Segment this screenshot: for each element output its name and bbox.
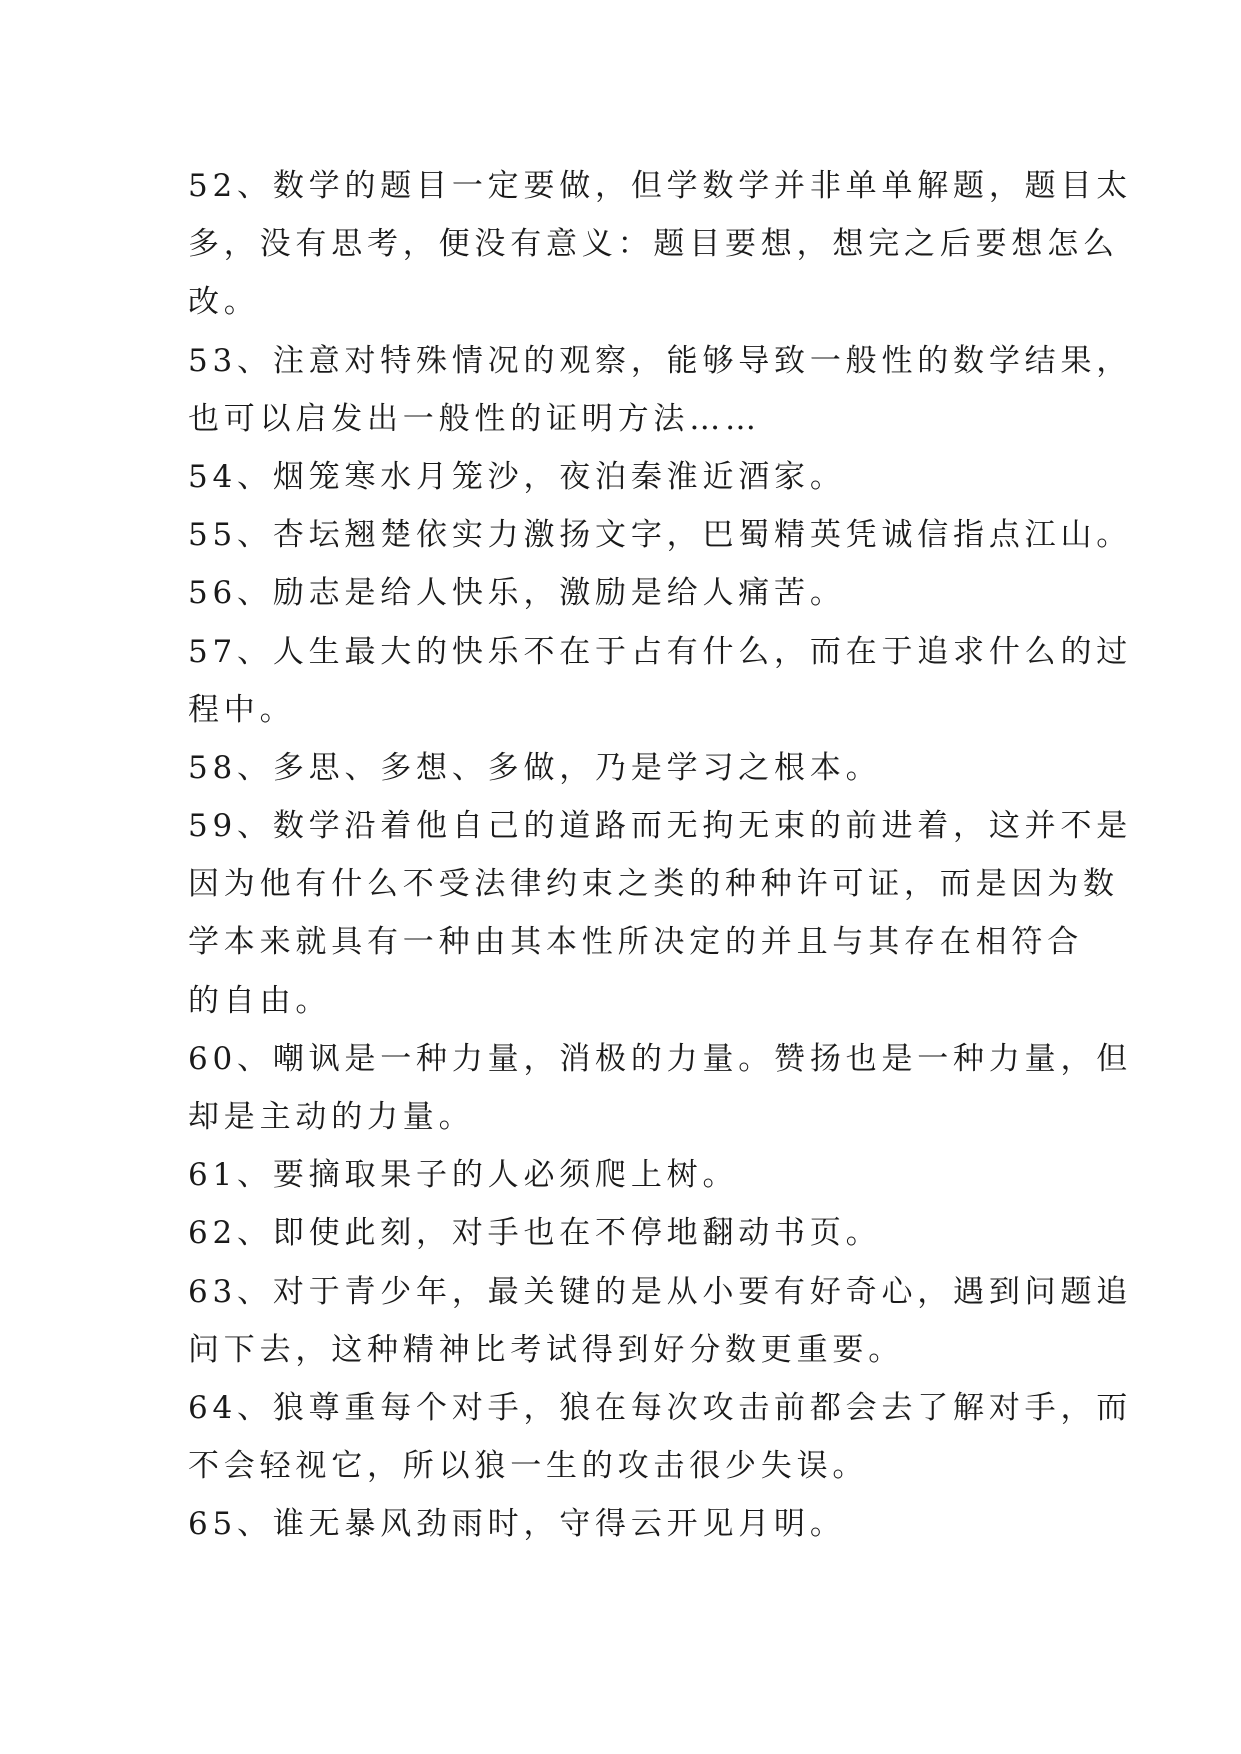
text-line: 因为他有什么不受法律约束之类的种种许可证，而是因为数 [188, 866, 1119, 903]
text-line: 改。 [188, 284, 260, 321]
text-line: 64、狼尊重每个对手，狼在每次攻击前都会去了解对手，而 [188, 1389, 1133, 1426]
text-line: 63、对于青少年，最关键的是从小要有好奇心，遇到问题追 [188, 1273, 1133, 1310]
text-line: 学本来就具有一种由其本性所决定的并且与其存在相符合 [188, 924, 1083, 961]
text-line: 的自由。 [188, 982, 332, 1019]
text-line: 52、数学的题目一定要做，但学数学并非单单解题，题目太 [188, 168, 1133, 204]
text-line: 62、即使此刻，对手也在不停地翻动书页。 [188, 1215, 882, 1252]
text-line: 65、谁无暴风劲雨时，守得云开见月明。 [188, 1506, 846, 1543]
text-line: 多，没有思考，便没有意义：题目要想，想完之后要想怎么 [188, 226, 1119, 263]
text-line: 60、嘲讽是一种力量，消极的力量。赞扬也是一种力量，但 [188, 1040, 1133, 1077]
text-line: 55、杏坛翘楚依实力激扬文字，巴蜀精英凭诚信指点江山。 [188, 517, 1133, 554]
text-line: 59、数学沿着他自己的道路而无拘无束的前进着，这并不是 [188, 808, 1133, 845]
document-body [188, 157, 1133, 1554]
text-line: 61、要摘取果子的人必须爬上树。 [188, 1157, 739, 1194]
text-line: 程中。 [188, 691, 296, 728]
text-line: 也可以启发出一般性的证明方法…… [188, 400, 761, 437]
text-line: 不会轻视它，所以狼一生的攻击很少失误。 [188, 1448, 869, 1485]
text-line: 57、人生最大的快乐不在于占有什么，而在于追求什么的过 [188, 633, 1133, 670]
text-line: 56、励志是给人快乐，激励是给人痛苦。 [188, 575, 846, 612]
text-line: 却是主动的力量。 [188, 1099, 475, 1135]
text-line: 54、烟笼寒水月笼沙，夜泊秦淮近酒家。 [188, 458, 846, 495]
text-line: 53、注意对特殊情况的观察，能够导致一般性的数学结果， [188, 342, 1133, 379]
text-line: 问下去，这种精神比考试得到好分数更重要。 [188, 1331, 904, 1368]
text-line: 58、多思、多想、多做，乃是学习之根本。 [188, 749, 882, 786]
